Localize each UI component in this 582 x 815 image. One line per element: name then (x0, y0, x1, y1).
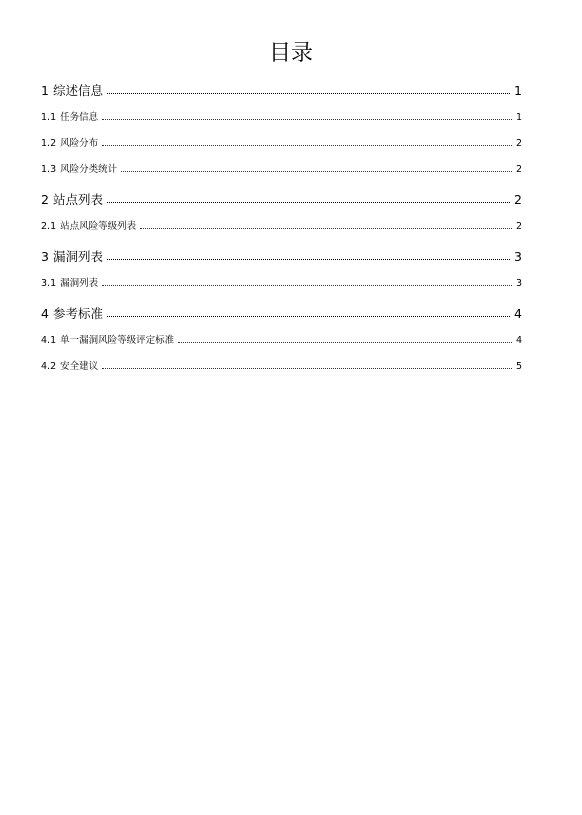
toc-entry-number: 1 (41, 83, 49, 98)
toc-entry-number: 4.2 (41, 361, 57, 372)
toc-entry-page: 2 (514, 192, 522, 207)
toc-entry-page: 4 (514, 306, 522, 321)
toc-entry-label: 站点风险等级列表 (60, 221, 137, 232)
toc-entry-label: 漏洞列表 (52, 249, 103, 264)
toc-leader-dots (121, 171, 512, 172)
toc-entry-3[interactable] (41, 248, 522, 266)
toc-leader-dots (107, 93, 510, 94)
toc-entry-page: 2 (515, 221, 522, 232)
toc-entry-number: 2 (41, 192, 49, 207)
toc-entry-label: 综述信息 (52, 83, 103, 98)
toc-entry-4-1[interactable] (41, 334, 522, 348)
toc-entry-number: 3 (41, 249, 49, 264)
toc-entry-page: 3 (514, 249, 522, 264)
toc-leader-dots (178, 342, 512, 343)
toc-entry-page: 2 (515, 164, 522, 175)
toc-entry-4[interactable] (41, 305, 522, 323)
toc-entry-page: 2 (515, 138, 522, 149)
toc-entry-1-2[interactable] (41, 137, 522, 151)
toc-entry-label: 单一漏洞风险等级评定标准 (60, 335, 175, 346)
toc-leader-dots (102, 145, 512, 146)
toc-entry-1-1[interactable] (41, 111, 522, 125)
toc-entry-2-1[interactable] (41, 220, 522, 234)
toc-entry-page: 1 (514, 83, 522, 98)
toc-leader-dots (140, 228, 512, 229)
toc-leader-dots (107, 316, 510, 317)
toc-entry-label: 漏洞列表 (60, 278, 99, 289)
toc-entry-page: 1 (515, 112, 522, 123)
toc-entry-label: 安全建议 (60, 361, 99, 372)
toc-entry-number: 1.1 (41, 112, 57, 123)
toc-leader-dots (102, 285, 512, 286)
toc-entry-number: 1.2 (41, 138, 57, 149)
toc-entry-1[interactable] (41, 82, 522, 100)
toc-entry-number: 3.1 (41, 278, 57, 289)
toc-leader-dots (107, 202, 510, 203)
toc-entry-label: 参考标准 (52, 306, 103, 321)
toc-entry-2[interactable] (41, 191, 522, 209)
toc-entry-label: 站点列表 (52, 192, 103, 207)
toc-entry-1-3[interactable] (41, 163, 522, 177)
toc-entry-number: 4.1 (41, 335, 57, 346)
toc-entry-3-1[interactable] (41, 277, 522, 291)
toc-entry-page: 5 (515, 361, 522, 372)
toc-entry-number: 4 (41, 306, 49, 321)
toc-entry-4-2[interactable] (41, 360, 522, 374)
toc-entry-number: 1.3 (41, 164, 57, 175)
page-title: 目录 (268, 41, 313, 66)
toc-entry-page: 4 (515, 335, 522, 346)
toc-entry-label: 风险分类统计 (60, 164, 118, 175)
toc-entry-page: 3 (515, 278, 522, 289)
toc-leader-dots (102, 368, 512, 369)
toc-entry-label: 任务信息 (60, 112, 99, 123)
toc-leader-dots (107, 259, 510, 260)
toc-entry-number: 2.1 (41, 221, 57, 232)
toc-leader-dots (102, 119, 512, 120)
toc-entry-label: 风险分布 (60, 138, 99, 149)
